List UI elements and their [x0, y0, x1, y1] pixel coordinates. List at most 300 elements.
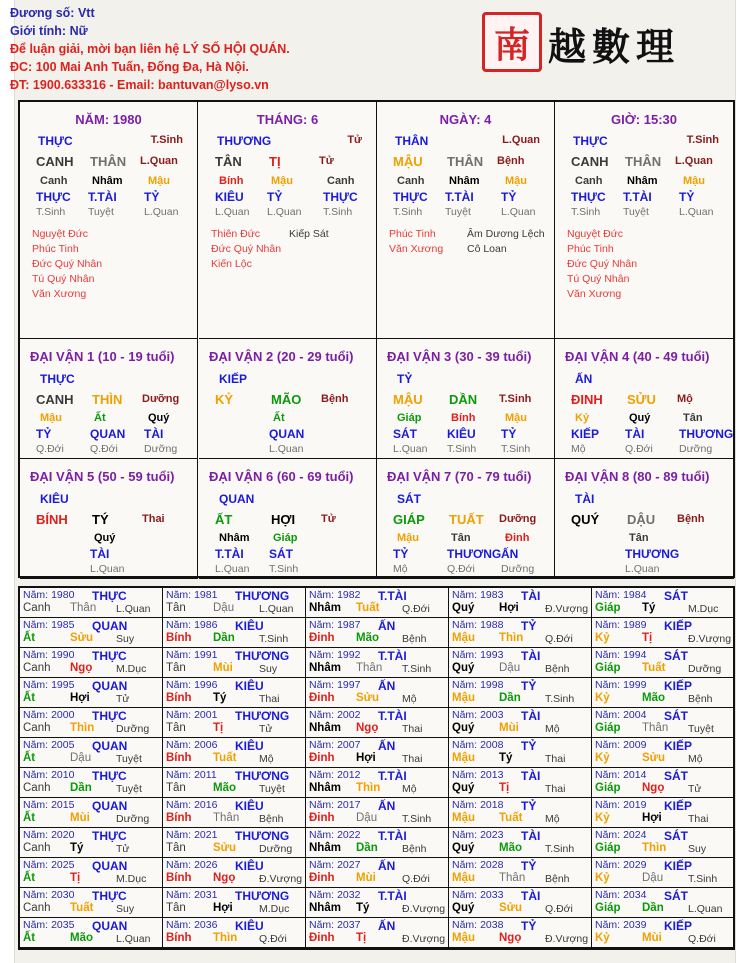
year-prefix: Năm: [166, 769, 192, 781]
year-label [166, 919, 217, 931]
year-prefix: Năm: [309, 619, 335, 631]
year-cell [592, 588, 734, 618]
year-cell [163, 588, 306, 618]
year-god: TÀI [521, 709, 541, 723]
dai-van-hidden-stage: L.Quan [215, 563, 250, 575]
year-stage: L.Quan [116, 603, 151, 615]
year-chi: Hợi [213, 902, 233, 914]
year-cell [592, 768, 734, 798]
pillar-hidden-stage: T.Sinh [323, 206, 353, 218]
year-chi: Ngọ [356, 722, 379, 734]
year-cell [163, 738, 306, 768]
dai-van-hidden-stage: Q.Đới [36, 443, 64, 455]
year-god: SÁT [664, 709, 688, 723]
year-value: 1983 [480, 589, 504, 601]
year-cell [20, 798, 163, 828]
year-value: 2023 [480, 829, 504, 841]
year-stage: Suy [116, 903, 135, 915]
pillar-title: NGÀY: 4 [439, 112, 492, 127]
year-stage: Đ.Vượng [545, 933, 589, 945]
year-chi: Tị [356, 932, 367, 944]
pillar-chi: THÂN [447, 154, 484, 169]
year-cell [592, 738, 734, 768]
year-cell [592, 618, 734, 648]
year-can: Tân [166, 782, 186, 794]
pillar-star: Tú Quý Nhân [567, 273, 630, 285]
pillar-hidden-stage: L.Quan [215, 206, 250, 218]
pillar-title: GIỜ: 15:30 [610, 112, 677, 127]
pillar-hidden-stage: L.Quan [144, 206, 179, 218]
year-label [595, 619, 646, 631]
year-prefix: Năm: [166, 859, 192, 871]
year-chi: Tị [642, 632, 653, 644]
year-prefix: Năm: [595, 589, 621, 601]
year-cell [306, 798, 449, 828]
year-prefix: Năm: [166, 589, 192, 601]
year-label [166, 589, 217, 601]
year-chi: Thân [213, 812, 240, 824]
year-can: Ất [23, 932, 36, 944]
year-cell [306, 888, 449, 918]
dai-van-hidden-stem: Quý [629, 412, 651, 424]
year-chi: Thân [499, 872, 526, 884]
year-value: 1994 [623, 649, 647, 661]
year-value: 2016 [194, 799, 218, 811]
pillar-god-right: T.Sinh [686, 134, 719, 146]
dai-van-hidden-stage: Q.Đới [90, 443, 118, 455]
dai-van-hidden-stem: Bính [451, 412, 476, 424]
year-prefix: Năm: [309, 589, 335, 601]
year-cell [306, 708, 449, 738]
dai-van-chi: TUẤT [449, 512, 484, 527]
year-chi: Thân [642, 722, 669, 734]
year-god: TÀI [521, 649, 541, 663]
pillar-hidden-stage: L.Quan [267, 206, 302, 218]
year-value: 2028 [480, 859, 504, 871]
year-label [309, 919, 360, 931]
year-stage: L.Quan [688, 903, 723, 915]
year-cell [163, 798, 306, 828]
year-value: 2009 [623, 739, 647, 751]
dai-van-hidden-stem: Ất [94, 412, 106, 424]
year-cell [20, 618, 163, 648]
dai-van-title: ĐẠI VẬN 1 (10 - 19 tuổi) [30, 349, 175, 364]
year-cell [20, 678, 163, 708]
year-cell [163, 708, 306, 738]
year-label [309, 769, 360, 781]
dai-van-hidden-god: TỶ [36, 427, 52, 441]
year-cell [592, 828, 734, 858]
year-prefix: Năm: [166, 889, 192, 901]
year-cell [592, 918, 734, 948]
year-chi: Dậu [213, 602, 235, 614]
dai-van-relation: T.Sinh [499, 393, 532, 405]
year-prefix: Năm: [452, 919, 478, 931]
year-value: 1996 [194, 679, 218, 691]
year-label [309, 589, 360, 601]
year-chi: Tý [356, 902, 370, 914]
year-cell [592, 678, 734, 708]
dai-van-god: QUAN [219, 492, 255, 506]
year-label [166, 709, 217, 721]
year-can: Quý [452, 722, 475, 734]
year-can: Đinh [309, 812, 335, 824]
year-chi: Tuất [70, 902, 94, 914]
year-cell [449, 738, 592, 768]
year-value: 1980 [51, 589, 75, 601]
year-stage: Suy [116, 633, 135, 645]
year-god: SÁT [664, 889, 688, 903]
year-label [309, 859, 360, 871]
year-cell [163, 858, 306, 888]
year-chi: Mùi [213, 662, 233, 674]
dai-van-title: ĐẠI VẬN 4 (40 - 49 tuổi) [565, 349, 710, 364]
year-stage: Đ.Vượng [688, 633, 732, 645]
year-god: THƯƠNG [235, 769, 290, 783]
year-label [166, 829, 217, 841]
year-stage: Bệnh [259, 813, 284, 825]
year-prefix: Năm: [595, 829, 621, 841]
year-god: KIẾP [664, 739, 693, 753]
pillar-star: Đức Quý Nhân [32, 258, 103, 270]
pillar-star: Văn Xương [567, 288, 622, 300]
year-prefix: Năm: [309, 889, 335, 901]
pillar-hidden-god: THỰC [393, 190, 428, 204]
pillar-hidden-stem: Canh [575, 175, 603, 187]
year-chi: Dậu [642, 872, 664, 884]
year-value: 1999 [623, 679, 647, 691]
year-cell [449, 618, 592, 648]
dai-van-can: ĐINH [571, 392, 603, 407]
pillar-god-left: THỰC [38, 134, 73, 148]
year-prefix: Năm: [23, 589, 49, 601]
year-god: T.TÀI [378, 829, 407, 843]
year-can: Giáp [595, 842, 621, 854]
year-can: Đinh [309, 692, 335, 704]
year-god: THƯƠNG [235, 889, 290, 903]
year-can: Bính [166, 632, 192, 644]
dai-van-relation: Dưỡng [142, 393, 180, 405]
year-stage: Thai [259, 693, 280, 705]
dai-van-hidden-stem: Quý [94, 532, 116, 544]
dai-van-god: KIÊU [40, 492, 69, 506]
year-stage: Tuyệt [116, 783, 142, 795]
year-stage: M.Dục [116, 873, 147, 885]
year-chi: Dậu [499, 662, 521, 674]
year-chi: Mùi [499, 722, 519, 734]
year-stage: Mộ [402, 783, 417, 795]
year-cell [449, 858, 592, 888]
year-chi: Hợi [70, 692, 90, 704]
contact-address: ĐC: 100 Mai Anh Tuấn, Đống Đa, Hà Nội. [10, 60, 249, 74]
year-prefix: Năm: [309, 709, 335, 721]
pillar-star: Tú Quý Nhân [32, 273, 95, 285]
year-chi: Dần [213, 632, 235, 644]
pillar-star: Đức Quý Nhân [567, 258, 638, 270]
year-god: THỰC [92, 649, 127, 663]
pillar-hidden-stage: T.Sinh [36, 206, 66, 218]
year-value: 2006 [194, 739, 218, 751]
year-stage: Tuyệt [116, 753, 142, 765]
year-can: Quý [452, 602, 475, 614]
year-stage: Mộ [402, 693, 417, 705]
year-prefix: Năm: [166, 919, 192, 931]
year-cell [163, 648, 306, 678]
pillar-hidden-stem: Canh [327, 175, 355, 187]
pillar-can: CANH [36, 154, 74, 169]
year-can: Bính [166, 812, 192, 824]
pillar-god-left: THÂN [395, 134, 429, 148]
dai-van-3 [377, 339, 555, 459]
year-value: 2036 [194, 919, 218, 931]
year-god: ẤN [378, 859, 396, 873]
brand-logo [482, 12, 702, 74]
year-label [595, 889, 646, 901]
year-stage: Đ.Vượng [259, 873, 303, 885]
year-value: 2012 [337, 769, 361, 781]
year-stage: M.Dục [116, 663, 147, 675]
dai-van-hidden-god: QUAN [90, 427, 126, 441]
year-cell [592, 708, 734, 738]
year-prefix: Năm: [595, 679, 621, 691]
year-stage: Đ.Vượng [402, 903, 446, 915]
year-cell [163, 678, 306, 708]
year-god: ẤN [378, 919, 396, 933]
year-value: 2026 [194, 859, 218, 871]
year-label [166, 799, 217, 811]
year-value: 1986 [194, 619, 218, 631]
year-chi: Dần [70, 782, 92, 794]
pillar-god-right: T.Sinh [150, 134, 183, 146]
year-label [595, 769, 646, 781]
dai-van-chi: SỬU [627, 392, 656, 407]
year-stage: Thai [545, 783, 566, 795]
year-chi: Thìn [356, 782, 381, 794]
year-value: 2005 [51, 739, 75, 751]
year-can: Giáp [595, 902, 621, 914]
year-label [23, 829, 74, 841]
year-prefix: Năm: [309, 649, 335, 661]
year-label [23, 589, 74, 601]
year-value: 2025 [51, 859, 75, 871]
year-can: Mậu [452, 812, 475, 824]
year-god: QUAN [92, 739, 128, 753]
pillar-hidden-stage: T.Sinh [393, 206, 423, 218]
pillar-1 [199, 102, 377, 339]
year-value: 2010 [51, 769, 75, 781]
year-can: Kỷ [595, 812, 610, 824]
pillar-chi: TỊ [269, 154, 281, 169]
year-can: Tân [166, 662, 186, 674]
dai-van-7 [377, 459, 555, 579]
year-chi: Ngọ [70, 662, 93, 674]
dai-van-can: QUÝ [571, 512, 600, 527]
year-god: QUAN [92, 919, 128, 933]
pillar-can: TÂN [215, 154, 242, 169]
year-value: 2014 [623, 769, 647, 781]
header-info [10, 4, 290, 94]
year-value: 2032 [337, 889, 361, 901]
year-chi: Dần [499, 692, 521, 704]
pillar-hidden-god: TỶ [144, 190, 160, 204]
year-label [595, 919, 646, 931]
year-god: TỶ [521, 619, 537, 633]
year-stage: T.Sinh [545, 843, 575, 855]
pillar-title: THÁNG: 6 [256, 112, 319, 127]
year-stage: Thai [402, 723, 423, 735]
dai-van-hidden-god: TÀI [144, 427, 164, 441]
year-chi: Hợi [642, 812, 662, 824]
dai-van-can: BÍNH [36, 512, 68, 527]
year-chi: Tị [499, 782, 510, 794]
year-cell [306, 648, 449, 678]
pillar-star: Nguyệt Đức [32, 228, 89, 240]
year-stage: Đ.Vượng [402, 933, 446, 945]
year-stage: Q.Đới [545, 903, 573, 915]
year-chi: Tuất [642, 662, 666, 674]
year-value: 1989 [623, 619, 647, 631]
year-chi: Sửu [213, 842, 237, 854]
pillar-star: Phúc Tinh [389, 228, 436, 240]
year-stage: L.Quan [116, 933, 151, 945]
year-value: 2020 [51, 829, 75, 841]
pillar-0 [20, 102, 198, 339]
year-cell [449, 708, 592, 738]
year-stage: T.Sinh [402, 813, 432, 825]
year-can: Canh [23, 662, 51, 674]
year-prefix: Năm: [452, 739, 478, 751]
year-label [595, 739, 646, 751]
year-god: THỰC [92, 769, 127, 783]
pillar-hidden-god: TỶ [501, 190, 517, 204]
year-cell [20, 738, 163, 768]
dai-van-hidden-stage: L.Quan [90, 563, 125, 575]
year-prefix: Năm: [23, 919, 49, 931]
year-chi: Ngọ [499, 932, 522, 944]
year-chi: Dậu [70, 752, 92, 764]
year-cell [306, 588, 449, 618]
year-label [309, 709, 360, 721]
year-chi: Sửu [356, 692, 380, 704]
year-value: 2024 [623, 829, 647, 841]
year-god: QUAN [92, 799, 128, 813]
year-god: SÁT [664, 769, 688, 783]
year-label [23, 769, 74, 781]
year-label [166, 859, 217, 871]
year-stage: Mộ [259, 753, 274, 765]
year-god: T.TÀI [378, 889, 407, 903]
pillar-god-right: L.Quan [502, 134, 540, 146]
dai-van-god: TÀI [575, 492, 595, 506]
logo-seal: 南 [482, 12, 542, 72]
year-value: 2027 [337, 859, 361, 871]
year-chi: Mùi [356, 872, 376, 884]
year-god: QUAN [92, 859, 128, 873]
year-value: 1998 [480, 679, 504, 691]
year-stage: Q.Đới [259, 933, 287, 945]
dai-van-hidden-stem: Nhâm [219, 532, 250, 544]
year-can: Tân [166, 722, 186, 734]
year-prefix: Năm: [309, 799, 335, 811]
year-can: Nhâm [309, 662, 341, 674]
year-god: SÁT [664, 649, 688, 663]
year-stage: Suy [688, 843, 707, 855]
year-prefix: Năm: [166, 679, 192, 691]
year-stage: Mộ [545, 813, 560, 825]
pillar-star: Phúc Tinh [32, 243, 79, 255]
year-cell [20, 588, 163, 618]
year-cell [306, 828, 449, 858]
dai-van-hidden-stem: Giáp [273, 532, 298, 544]
year-stage: Q.Đới [402, 603, 430, 615]
year-value: 1992 [337, 649, 361, 661]
year-value: 2039 [623, 919, 647, 931]
pillar-hidden-stage: L.Quan [501, 206, 536, 218]
year-chi: Mão [642, 692, 665, 704]
year-cell [592, 888, 734, 918]
pillar-can: CANH [571, 154, 609, 169]
year-label [452, 919, 503, 931]
pillar-hidden-stem: Mậu [271, 175, 293, 187]
year-value: 1995 [51, 679, 75, 691]
year-can: Bính [166, 752, 192, 764]
year-value: 2011 [194, 769, 217, 781]
dai-van-hidden-stage: L.Quan [625, 563, 660, 575]
year-prefix: Năm: [23, 769, 49, 781]
year-chi: Mão [213, 782, 236, 794]
year-label [595, 709, 646, 721]
year-chi: Tuất [499, 812, 523, 824]
pillar-chi: THÂN [90, 154, 127, 169]
year-stage: Tử [116, 843, 130, 855]
year-value: 2004 [623, 709, 647, 721]
year-cell [449, 798, 592, 828]
year-label [166, 679, 217, 691]
year-value: 1990 [51, 649, 75, 661]
year-god: THƯƠNG [235, 829, 290, 843]
year-value: 2015 [51, 799, 75, 811]
year-value: 2035 [51, 919, 75, 931]
year-label [23, 919, 74, 931]
year-god: THƯƠNG [235, 709, 290, 723]
year-god: ẤN [378, 619, 396, 633]
year-stage: T.Sinh [545, 693, 575, 705]
year-prefix: Năm: [23, 709, 49, 721]
year-god: T.TÀI [378, 649, 407, 663]
year-can: Kỷ [595, 932, 610, 944]
year-god: KIÊU [235, 919, 264, 933]
year-god: TỶ [521, 679, 537, 693]
pillar-hidden-stem: Nhâm [92, 175, 123, 187]
dai-van-hidden-god: TÀI [90, 547, 110, 561]
pillar-3 [555, 102, 734, 339]
year-prefix: Năm: [452, 769, 478, 781]
year-value: 2038 [480, 919, 504, 931]
dai-van-hidden-god: QUAN [269, 427, 305, 441]
pillar-star-right: Cô Loan [467, 243, 507, 255]
year-god: KIẾP [664, 799, 693, 813]
dai-van-hidden-stem: Mậu [505, 412, 527, 424]
dai-van-8 [555, 459, 734, 579]
year-can: Mậu [452, 932, 475, 944]
contact-phone-email: ĐT: 1900.633316 - Email: bantuvan@lyso.vn [10, 78, 269, 92]
pillar-star: Thiên Đức [211, 228, 261, 240]
year-chi: Thân [356, 662, 383, 674]
year-cell [449, 588, 592, 618]
year-can: Nhâm [309, 722, 341, 734]
pillar-star: Kiến Lộc [211, 258, 252, 270]
year-stage: Suy [259, 663, 278, 675]
